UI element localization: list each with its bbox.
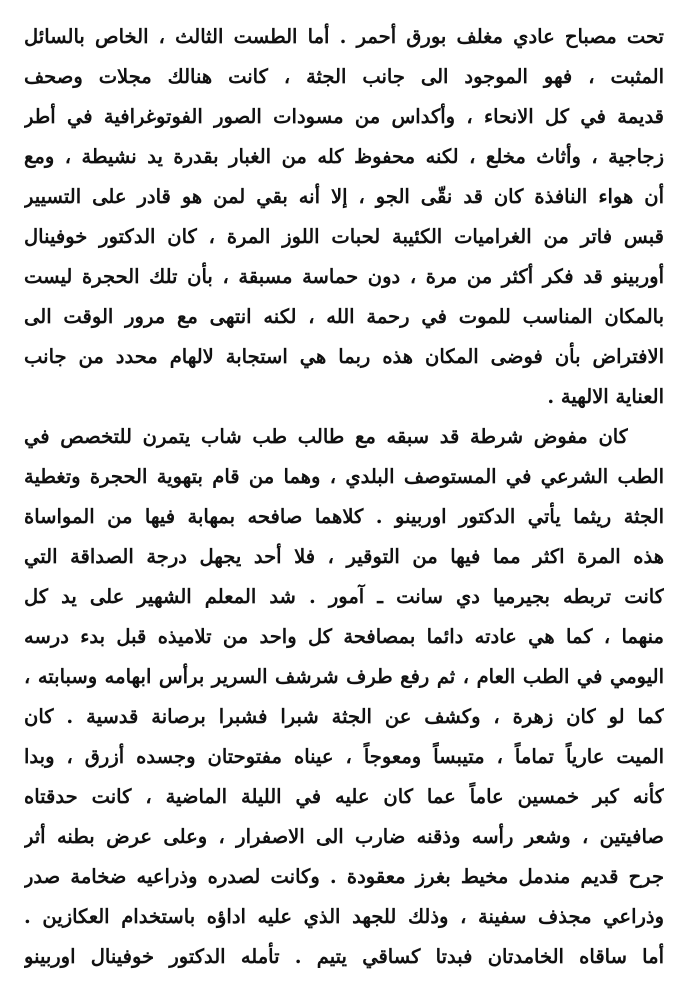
text-line: بالمكان المناسب للموت في رحمة الله ، لكنه انتهى مع مرور الوقت الى [24, 305, 664, 328]
text-line: قبس فاتر من الغراميات الكئيبة لحبات اللوز المرة ، كان الدكتور خوفينال [24, 225, 664, 248]
text-line: منهما ، كما هي عادته دائما بمصافحة كل واحد من تلاميذه قبل بدء درسه [24, 625, 664, 648]
text-line: زجاجية ، وأثاث مخلع ، لكنه محفوظ كله من الغبار بقدرة يد نشيطة ، ومع [24, 145, 664, 168]
text-line: كانت تربطه بجيرميا دي سانت ـ آمور . شد المعلم الشهير على يد كل [24, 585, 664, 608]
text-line: وذراعي مجذف سفينة ، وذلك للجهد الذي عليه اداؤه باستخدام العكازين . [24, 905, 664, 928]
text-line: أن هواء النافذة كان قد نقّى الجو ، إلا أنه بقي لمن هو قادر على التسيير [24, 185, 664, 208]
text-line: هذه المرة اكثر مما فيها من التوقير ، فلا أحد يجهل درجة الصداقة التي [24, 545, 664, 568]
text-line: تحت مصباح عادي مغلف بورق أحمر . أما الطست الثالث ، الخاص بالسائل [24, 25, 664, 48]
text-line: صافيتين ، وشعر رأسه وذقنه ضارب الى الاصفرار ، وعلى عرض بطنه أثر [24, 825, 664, 848]
text-line: أوربينو قد فكر أكثر من مرة ، دون حماسة مسبقة ، بأن تلك الحجرة ليست [24, 265, 664, 288]
text-line: جرح قديم مندمل مخيط بغرز معقودة . وكانت لصدره وذراعيه ضخامة صدر [24, 865, 664, 888]
text-line: الميت عارياً تماماً ، متيبساً ومعوجاً ، عيناه مفتوحتان وجسده أزرق ، وبدا [24, 745, 664, 768]
text-line: اليومي في الطب العام ، ثم رفع طرف شرشف السرير برأس ابهامه وسبابته ، [24, 665, 664, 688]
text-line: الجثة ريثما يأتي الدكتور اوربينو . كلاهما صافحه بمهابة فيها من المواساة [24, 505, 664, 528]
text-line: قديمة في كل الانحاء ، وأكداس من مسودات الصور الفوتوغرافية في أطر [24, 105, 664, 128]
text-line: الافتراض بأن فوضى المكان هذه ربما هي استجابة لالهام محدد من جانب [24, 345, 664, 368]
text-line: كأنه كبر خمسين عاماً عما كان عليه في الليلة الماضية ، كانت حدقتاه [24, 785, 664, 808]
text-line: المثبت ، فهو الموجود الى جانب الجثة ، كانت هنالك مجلات وصحف [24, 65, 664, 88]
paragraph-start-line: كان مفوض شرطة قد سبقه مع طالب طب شاب يتمرن للتخصص في [24, 425, 628, 448]
paragraph-end-line: العناية الالهية . [547, 385, 664, 408]
text-line: الطب الشرعي في المستوصف البلدي ، وهما من قام بتهوية الحجرة وتغطية [24, 465, 664, 488]
text-line: أما ساقاه الخامدتان فبدتا كساقي يتيم . تأمله الدكتور خوفينال اوربينو [24, 945, 664, 968]
text-line: كما لو كان زهرة ، وكشف عن الجثة شبرا فشبرا برصانة قدسية . كان [24, 705, 664, 728]
